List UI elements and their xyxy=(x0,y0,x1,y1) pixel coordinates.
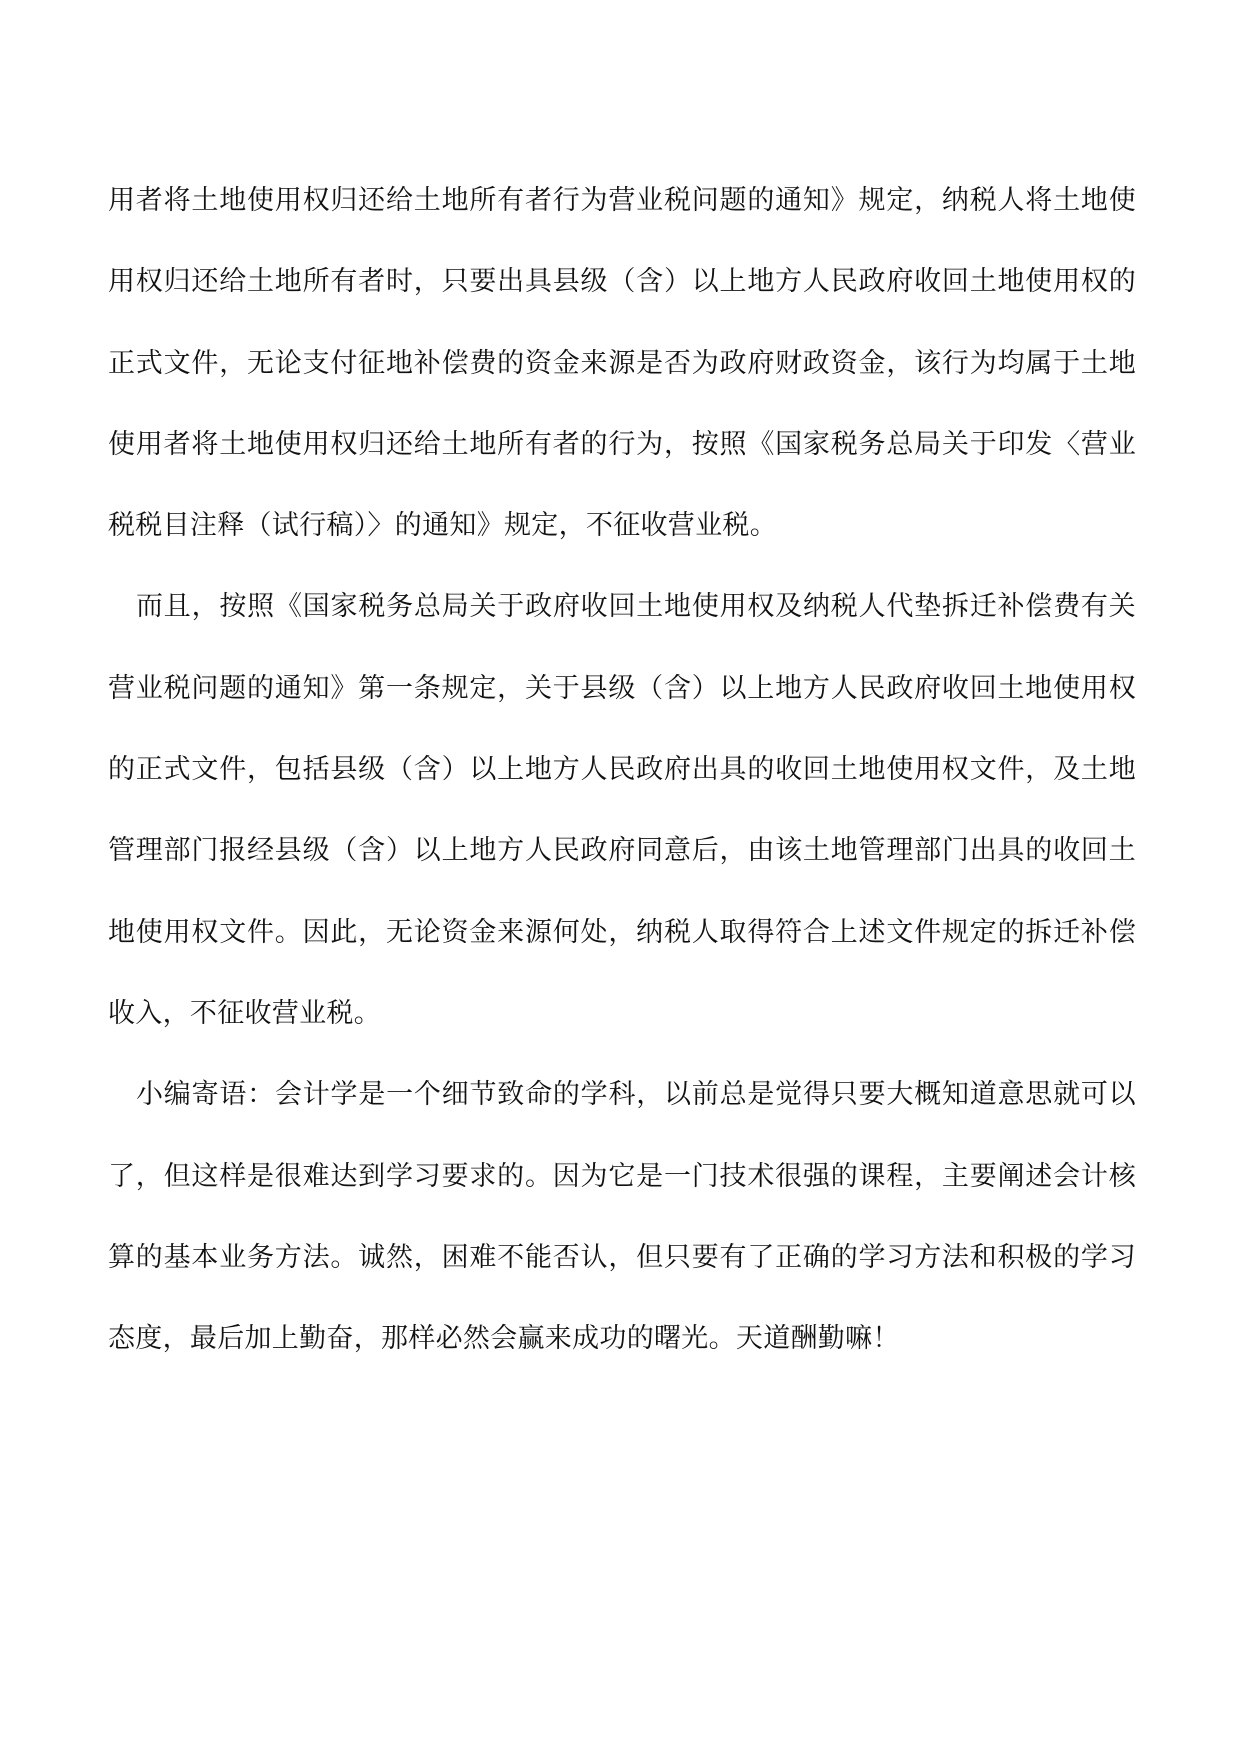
paragraph-continuation: 用者将土地使用权归还给土地所有者行为营业税问题的通知》规定，纳税人将土地使用权归还给土地所有者时，只要出具县级（含）以上地方人民政府收回土地使用权的正式文件，无论支付征地补偿费的资金来源是否为政府财政资金，该行为均属于土地使用者将土地使用权归还给土地所有者的行为，按照《国家税务总局关于印发〈营业税税目注释（试行稿）〉的通知》规定，不征收营业税。 xyxy=(108,185,1136,542)
paragraph-regulation: 而且，按照《国家税务总局关于政府收回土地使用权及纳税人代垫拆迁补偿费有关营业税问题的通知》第一条规定，关于县级（含）以上地方人民政府收回土地使用权的正式文件，包括县级（含）以上地方人民政府出具的收回土地使用权文件，及土地管理部门报经县级（含）以上地方人民政府同意后，由该土地管理部门出具的收回土地使用权文件。因此，无论资金来源何处，纳税人取得符合上述文件规定的拆迁补偿收入，不征收营业税。 xyxy=(108,591,1136,1029)
paragraph-editor-note: 小编寄语：会计学是一个细节致命的学科，以前总是觉得只要大概知道意思就可以了，但这样是很难达到学习要求的。因为它是一门技术很强的课程，主要阐述会计核算的基本业务方法。诚然，困难不能否认，但只要有了正确的学习方法和积极的学习态度，最后加上勤奋，那样必然会赢来成功的曙光。天道酬勤嘛！ xyxy=(108,1079,1136,1355)
document-body xyxy=(108,160,1136,1379)
